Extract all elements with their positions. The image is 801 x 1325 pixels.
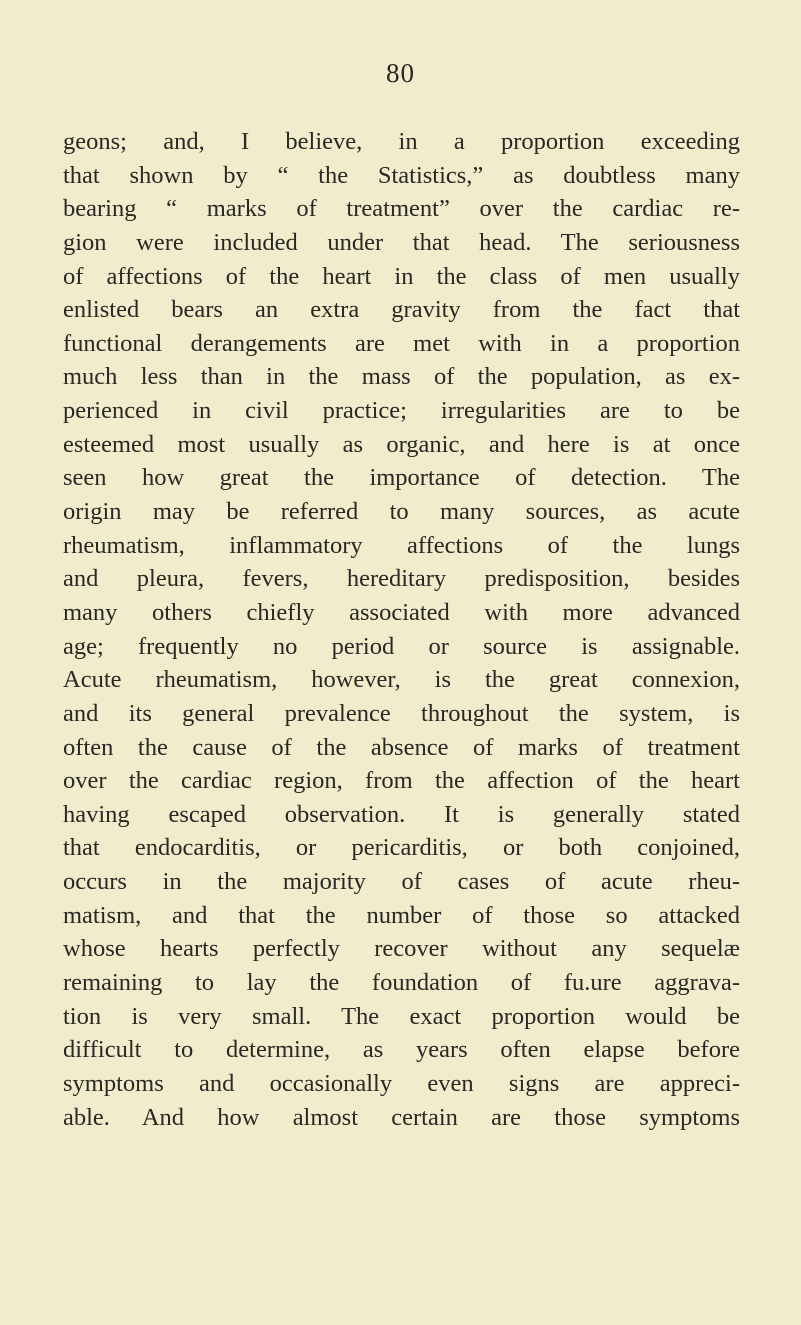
text-line: that endocarditis, or pericarditis, or both conjoined, (63, 834, 740, 862)
text-line: occurs in the majority of cases of acute rheu- (63, 868, 740, 896)
text-line: and pleura, fevers, hereditary predisposition, besides (63, 565, 740, 593)
text-line: that shown by “ the Statistics,” as doubtless many (63, 161, 740, 189)
text-line: bearing “ marks of treatment” over the cardiac re- (63, 195, 740, 223)
text-line: of affections of the heart in the class of men usually (63, 262, 740, 290)
text-line: enlisted bears an extra gravity from the fact that (63, 296, 740, 324)
page-number: 80 (386, 58, 415, 88)
text-line: Acute rheumatism, however, is the great connexion, (63, 666, 740, 694)
body-text (63, 125, 740, 1134)
text-line: and its general prevalence throughout the system, is (63, 699, 740, 727)
text-line: often the cause of the absence of marks of treatment (63, 733, 740, 761)
text-line: matism, and that the number of those so attacked (63, 901, 740, 929)
text-line: much less than in the mass of the population, as ex- (63, 363, 740, 391)
text-line: functional derangements are met with in a proportion (63, 329, 740, 357)
text-line: perienced in civil practice; irregularities are to be (63, 397, 740, 425)
text-line: symptoms and occasionally even signs are appreci- (63, 1069, 740, 1097)
text-line: tion is very small. The exact proportion would be (63, 1002, 740, 1030)
text-line: having escaped observation. It is generally stated (63, 800, 740, 828)
text-line: rheumatism, inflammatory affections of the lungs (63, 531, 740, 559)
text-line: esteemed most usually as organic, and here is at once (63, 430, 740, 458)
text-line: seen how great the importance of detection. The (63, 464, 740, 492)
text-line: age; frequently no period or source is assignable. (63, 632, 740, 660)
text-line: able. And how almost certain are those symptoms (63, 1103, 740, 1131)
text-line: many others chiefly associated with more advanced (63, 598, 740, 626)
text-line: difficult to determine, as years often elapse before (63, 1036, 740, 1064)
text-line: remaining to lay the foundation of fu.ure aggrava- (63, 969, 740, 997)
text-line: origin may be referred to many sources, as acute (63, 498, 740, 526)
text-line: over the cardiac region, from the affection of the heart (63, 767, 740, 795)
text-line: geons; and, I believe, in a proportion exceeding (63, 128, 740, 155)
text-line: gion were included under that head. The seriousness (63, 228, 740, 256)
text-line: whose hearts perfectly recover without any sequelæ (63, 935, 740, 963)
